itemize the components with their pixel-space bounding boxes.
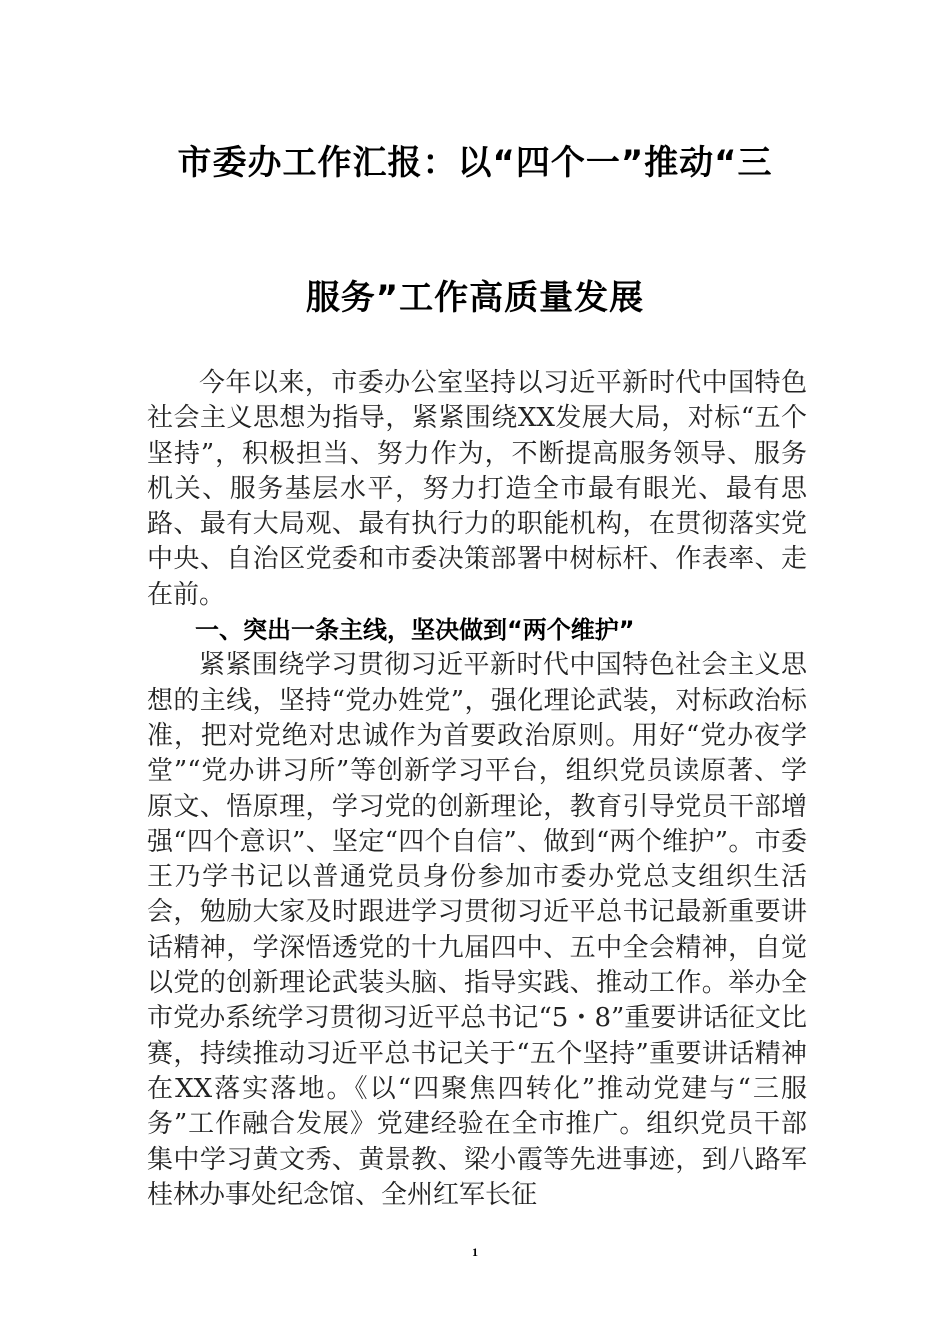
document-title-line-1: 市委办工作汇报：以“四个一”推动“三 [177,143,773,183]
page-number: 1 [472,1245,478,1259]
section-heading-1: 一、突出一条主线，坚决做到“两个维护” [195,616,635,645]
document-title-line-2: 服务”工作高质量发展 [305,278,645,318]
intro-paragraph: 今年以来，市委办公室坚持以习近平新时代中国特色社会主义思想为指导，紧紧围绕XX发展大局，对标“五个坚持”，积极担当、努力作为，不断提高服务领导、服务机关、服务基层水平，努力打造全市最有眼光、最有思路、最有大局观、最有执行力的职能机构，在贯彻落实党中央、自治区党委和市委决策部署中树标杆、作表率、走在前。 [147,368,807,610]
document-body [147,366,807,1213]
section-paragraph-1: 紧紧围绕学习贯彻习近平新时代中国特色社会主义思想的主线，坚持“党办姓党”，强化理论武装，对标政治标准，把对党绝对忠诚作为首要政治原则。用好“党办夜学堂”“党办讲习所”等创新学习平台，组织党员读原著、学原文、悟原理，学习党的创新理论，教育引导党员干部增强“四个意识”、坚定“四个自信”、做到“两个维护”。市委王乃学书记以普通党员身份参加市委办党总支组织生活会，勉励大家及时跟进学习贯彻习近平总书记最新重要讲话精神，学深悟透党的十九届四中、五中全会精神，自觉以党的创新理论武装头脑、指导实践、推动工作。举办全市党办系统学习贯彻习近平总书记“5・8”重要讲话征文比赛，持续推动习近平总书记关于“五个坚持”重要讲话精神在XX落实落地。《以“四聚焦四转化”推动党建与“三服务”工作融合发展》党建经验在全市推广。组织党员干部集中学习黄文秀、黄景教、梁小霞等先进事迹，到八路军桂林办事处纪念馆、全州红军长征 [147,650,807,1210]
